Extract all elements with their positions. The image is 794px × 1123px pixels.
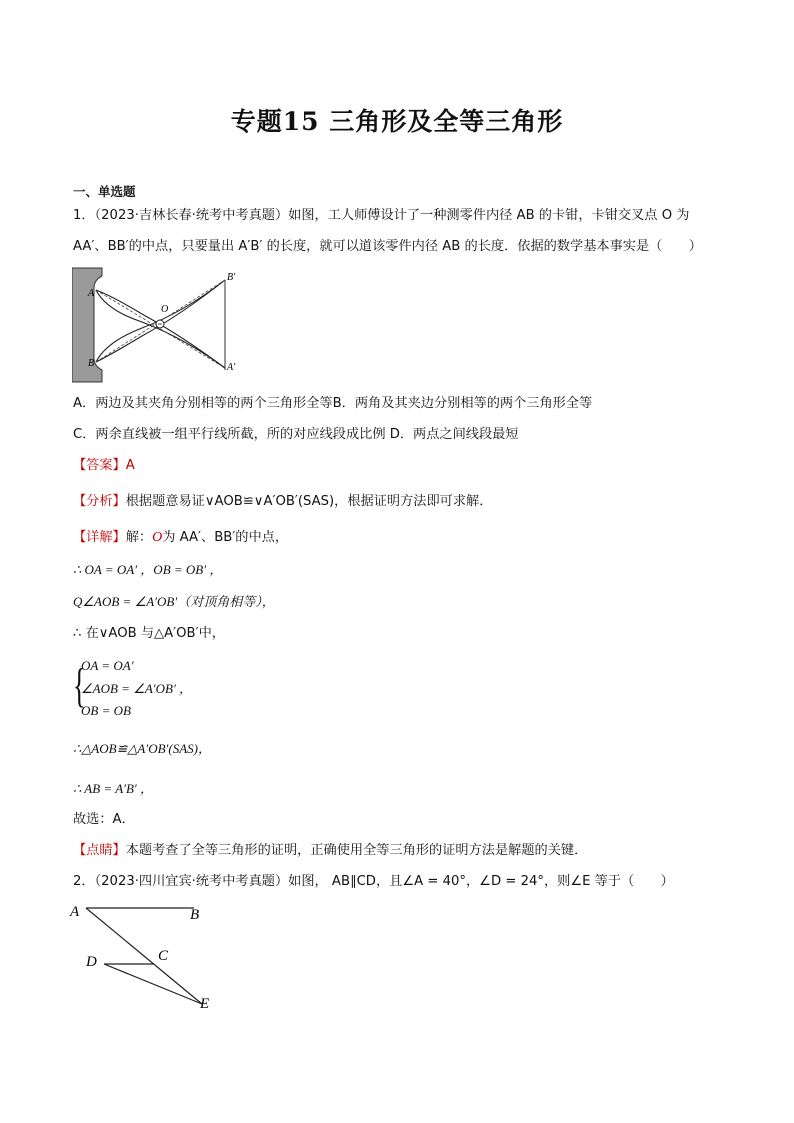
comment-text: 本题考查了全等三角形的证明，正确使用全等三角形的证明方法是解题的关键． [125,843,588,858]
q1-stem-line1: 1．（2023·吉林长春·统考中考真题）如图，工人师傅设计了一种测零件内径 AB 的卡钳，卡钳交叉点 O 为 [73,208,690,223]
answer-value: A [125,458,135,473]
answer-tag: 【答案】 [73,458,126,473]
label-C: C [158,948,169,964]
comment-tag: 【点睛】 [73,843,126,858]
detail-tag: 【详解】 [73,530,126,545]
label-A-prime: A′ [227,362,236,373]
detail-step-ab: ∴ AB = A′B′ ， [73,781,154,796]
detail-step-angle: Q∠AOB = ∠A′OB′（对顶角相等）， [73,594,275,609]
q1-options-ab: A．两边及其夹角分别相等的两个三角形全等B．两角及其夹边分别相等的两个三角形全等 [73,396,593,411]
page-title: 专题15 三角形及全等三角形 [230,107,564,136]
detail-point-o: O [152,530,163,545]
detail-solve: 解： [125,530,153,545]
label-E: E [200,996,210,1012]
system-brace: { [73,659,86,712]
q1-caliper-figure [72,266,242,386]
q2-figure [66,898,226,1016]
label-B: B [190,907,200,923]
detail-step-congruent: ∴△AOB≌△A′OB′(SAS)， [73,741,211,756]
q2-stem: 2．（2023·四川宜宾·统考中考真题）如图， AB∥CD，且∠A = 40°，∠D = 24°，则∠E 等于（ ） [73,874,674,889]
label-O: O [161,304,169,315]
choose-answer: 故选：A． [73,812,135,827]
detail-midpoint: 为 AA′、BB′的中点， [162,530,289,545]
label-B-prime: B′ [227,272,236,283]
system-line-3: OB = OB [81,703,131,718]
analysis-text: 根据题意易证∨AOB≌∨A′OB′(SAS)，根据证明方法即可求解． [125,494,493,509]
detail-step-oa: ∴ OA = OA′ ，OB = OB′ ， [73,562,223,577]
analysis-tag: 【分析】 [73,494,126,509]
system-line-1: OA = OA′ [81,658,134,673]
q1-stem-line2: AA′、BB′的中点，只要量出 A′B′ 的长度，就可以道该零件内径 AB 的长度．依据的数学基本事实是（ ） [73,239,702,254]
label-D: D [86,954,97,970]
q1-options-cd: C．两余直线被一组平行线所截，所的对应线段成比例 D．两点之间线段最短 [73,427,519,442]
section-heading: 一、单选题 [73,184,136,199]
system-line-2: ∠AOB = ∠A′OB′ ， [81,681,193,696]
label-B: B [88,358,95,369]
label-A: A [88,288,95,299]
detail-step-triangles: ∴ 在∨AOB 与△A′OB′中， [73,626,225,641]
label-A: A [70,904,80,920]
